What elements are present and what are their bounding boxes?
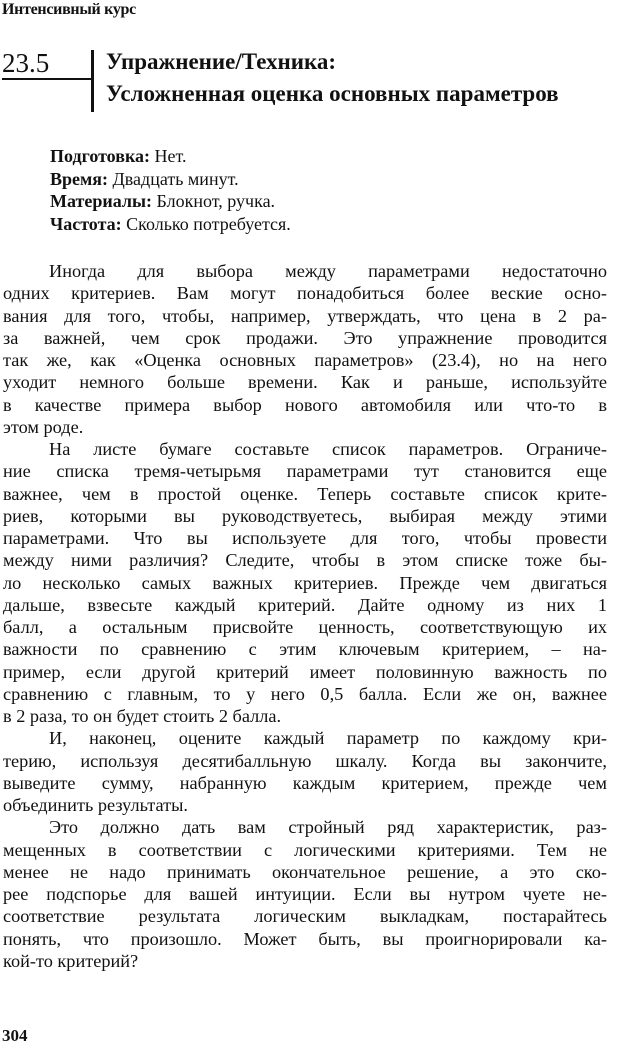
paragraph-4 [3,816,607,972]
text-line: пример, если другой критерий имеет половинную важность по [3,661,607,682]
exercise-meta [50,145,291,235]
text-line: дальше, взвесьте каждый критерий. Дайте одному из них 1 [3,594,607,615]
text-line: так же, как «Оценка основных параметров» (23.4), но на него [3,350,607,370]
text-line: важнее, чем в простой оценке. Теперь составьте список крите- [3,483,607,504]
meta-time [50,168,291,191]
section-title-line1: Упражнение/Техника: [106,49,337,74]
text-line: выведите сумму, набранную каждым критерием, прежде чем [3,772,607,793]
meta-materials-label: Материалы: [50,191,153,211]
text-line: в 2 раза, то он будет стоить 2 балла. [3,706,282,726]
text-line: между ними различия? Следите, чтобы в этом списке тоже бы- [3,550,607,571]
text-line: Иногда для выбора между параметрами недостаточно [49,261,607,281]
text-line: менее не надо принимать окончательное решение, а это ско- [3,861,607,882]
text-line: рее подспорье для вашей интуиции. Если вы нутром чуете не- [3,884,607,904]
text-line: объединить результаты. [3,795,188,815]
meta-frequency-label: Частота: [50,213,122,234]
text-line: мещенных в соответствии с логическими критериями. Тем не [3,839,607,860]
text-line: На листе бумаге составьте список параметров. Ограниче- [49,439,607,459]
meta-prep-value: Нет. [154,146,187,166]
text-line: вания для того, чтобы, например, утверждать, что цена в 2 ра- [3,305,607,326]
text-line: ло несколько самых важных критериев. Прежде чем двигаться [3,572,607,593]
text-line: этом роде. [3,416,84,437]
text-line: понять, что произошло. Может быть, вы проигнорировали ка- [3,928,607,949]
body-text [3,260,607,972]
text-line: соответствие результата логическим выкладкам, постарайтесь [3,906,607,927]
text-line: важности по сравнению с этим ключевым критерием, – на- [3,639,607,660]
text-line: в качестве примера выбор нового автомобиля или что-то в [3,394,607,415]
section-number-underline [2,78,92,80]
text-line: одних критериев. Вам могут понадобиться более веские осно- [3,283,607,304]
text-line: Это должно дать вам стройный ряд характеристик, раз- [49,817,607,838]
section-title-line2: Усложненная оценка основных параметров [106,81,559,106]
text-line: за важней, чем срок продажи. Это упражнение проводится [3,327,607,348]
meta-frequency-value: Сколько потребуется. [126,213,291,234]
text-line: И, наконец, оцените каждый параметр по каждому кри- [49,728,607,749]
text-line: кой-то критерий? [3,950,139,971]
meta-prep-label: Подготовка: [50,146,151,166]
text-line: терию, используя десятибалльную шкалу. Когда вы закончите, [3,750,607,771]
page-number: 304 [2,1026,28,1045]
text-line: ние списка тремя-четырьмя параметрами тут становится еще [3,461,607,482]
meta-materials [50,190,291,213]
meta-time-label: Время: [50,168,108,189]
meta-time-value: Двадцать минут. [112,168,239,189]
paragraph-3 [3,727,607,816]
text-line: балл, а остальным присвойте ценность, соответствующую их [3,617,607,637]
meta-materials-value: Блокнот, ручка. [156,191,276,211]
section-divider [91,50,94,112]
paragraph-1 [3,260,607,438]
text-line: уходит немного больше времени. Как и раньше, используйте [3,372,607,393]
running-head: Интенсивный курс [2,1,136,18]
paragraph-2 [3,438,607,727]
meta-frequency [50,213,291,236]
section-number: 23.5 [2,48,50,78]
text-line: сравнению с главным, то у него 0,5 балла. Если же он, важнее [3,683,607,704]
meta-prep [50,145,291,168]
text-line: риев, которыми вы руководствуетесь, выбирая между этими [3,505,607,526]
text-line: параметрами. Что вы используете для того, чтобы провести [3,528,607,548]
